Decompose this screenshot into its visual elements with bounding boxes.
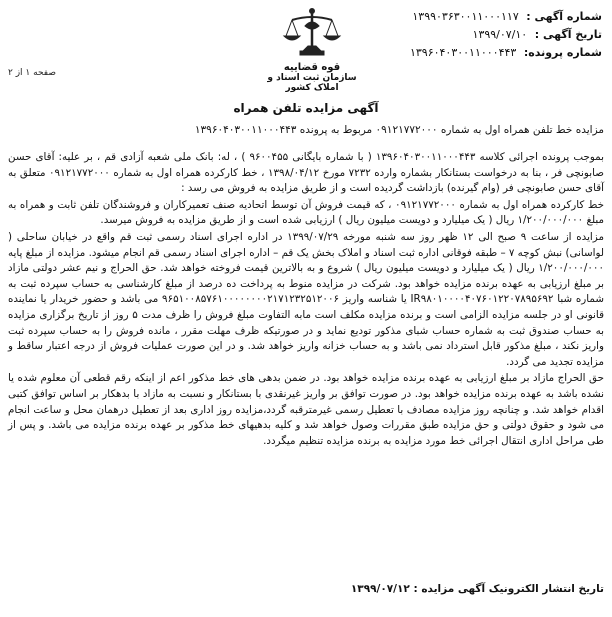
ad-date-row — [392, 26, 602, 44]
ad-number: ۱۳۹۹۰۳۶۳۰۰۱۱۰۰۰۱۱۷ — [412, 10, 519, 23]
document-subtitle: مزایده خط تلفن همراه اول به شماره ۰۹۱۲۱۷۷۲۰۰۰ مربوط به پرونده ۱۳۹۶۰۴۰۳۰۰۱۱۰۰۰۴۴۳ — [194, 124, 604, 136]
ad-date: ۱۳۹۹/۰۷/۱۰ — [472, 28, 528, 41]
scales-of-justice-icon — [282, 6, 342, 60]
case-number-row — [392, 44, 602, 62]
case-number: ۱۳۹۶۰۴۰۳۰۰۱۱۰۰۰۴۴۳ — [409, 46, 517, 59]
paragraph-case-info: بموجب پرونده اجرائی کلاسه ۱۳۹۶۰۴۰۳۰۰۱۱۰۰۰۴۴۳ ( با شماره بایگانی ۹۶۰۰۴۵۵ ) ، له: بانک ملی شعبه آزادی قم ، بر علیه: آقای حسن صابونچی فر ، بنا به درخواست بستانکار بشماره وارده ۷۲۳۲ مورخ ۱۳۹۸/۰۴/۱۲ ، خط کارکرده همراه اول به شماره ۰۹۱۲۱۷۷۲۰۰۰ متعلق به آقای حسن صابونچی فر (وام گیرنده) بازداشت گردیده است و از طریق مزایده به فروش می رسد : — [8, 151, 604, 195]
ad-date-label: تاریخ آگهی : — [534, 28, 602, 41]
judiciary-emblem — [262, 6, 362, 93]
publication-date-label: تاریخ انتشار الکترونیک آگهی مزایده : — [413, 583, 604, 595]
paragraph-valuation: خط کارکرده همراه اول به شماره ۰۹۱۲۱۷۷۲۰۰۰ ، که قیمت فروش آن توسط اتحادیه صنف تعمیرکاران و فروشندگان تلفن ثابت و همراه به مبلغ ۱/۲۰۰/۰۰۰/۰۰۰ ریال ( یک میلیارد و دویست میلیون ریال ) ارزیابی شده است و از طریق مزایده به فروش میرسد. — [8, 198, 604, 227]
org-name-registration: سازمان ثبت اسناد و املاک کشور — [267, 73, 357, 93]
page-number: صفحه ۱ از ۲ — [8, 68, 56, 78]
publication-date: ۱۳۹۹/۰۷/۱۲ — [350, 583, 410, 595]
document-body — [8, 150, 604, 450]
org-name-judiciary: قوه قضاییه — [283, 62, 341, 73]
document-title: آگهی مزایده تلفن همراه — [233, 101, 379, 115]
case-number-label: شماره پرونده: — [523, 46, 602, 59]
ad-number-label: شماره آگهی : — [526, 10, 602, 23]
ad-metadata — [392, 8, 602, 62]
paragraph-auction-terms: مزایده از ساعت ۹ صبح الی ۱۲ ظهر روز سه شنبه مورخه ۱۳۹۹/۰۷/۲۹ در اداره اجرای اسناد رسمی ثبت قم واقع در خیابان ساحلی ( لواسانی) نبش کوچه ۷ – طبقه فوقانی اداره ثبت اسناد و املاک بخش یک قم – اداره اجرای اسناد رسمی قم انجام میشود. مزایده از مبلغ پایه ۱/۲۰۰/۰۰۰/۰۰۰ ریال ( یک میلیارد و دویست میلیون ریال ) شروع و به بالاترین قیمت فروخته خواهد شد. حق الحراج و نیم عشر دولتی مازاد بر مبلغ ارزیابی به عهده برنده مزایده خواهد بود. شرکت در مزایده منوط به پرداخت ده درصد از مبلغ کارشناسی به حساب سپرده ثبت به شماره شبا IR۹۸۰۱۰۰۰۰۴۰۷۶۰۱۲۲۰۷۸۹۵۶۹۲ یا شناسه واریز ۹۶۵۱۰۰۸۵۷۶۱۰۰۰۰۰۰۰۰۲۱۷۱۲۳۲۵۱۲۰۰۶ می باشد و حضور خریدار یا نماینده قانونی او در جلسه مزایده الزامی است و برنده مزایده مکلف است مابه التفاوت مبلغ فروش را ظرف مدت ۵ روز از تاریخ برگزاری مزایده به حساب صندوق ثبت به شماره حساب شبای مذکور تودیع نماید و در صورتیکه ظرف مهلت مقرر ، مانده فروش را به حساب سپرده ثبت واریز نکند ، مبلغ مذکور قابل استرداد نمی باشد و به حساب خزانه واریز خواهد شد. و در این صورت عملیات فروش از درجه اعتبار ساقط و مزایده تجدید می گردد. — [8, 230, 605, 368]
paragraph-conditions: حق الحراج مازاد بر مبلغ ارزیابی به عهده برنده مزایده خواهد بود. در ضمن بدهی های خط مذکور اعم از اینکه رقم قطعی آن معلوم شده یا نشده باشد به عهده برنده مزایده خواهد بود. در صورت توافق بر واریز غیرنقدی با بستانکار و نسبت به مازاد با بدهکار بر اساس توافق کتبی اقدام خواهد شد. و چنانچه روز مزایده مصادف با تعطیل رسمی غیرمترقبه گردد،مزایده روز اداری بعد از تعطیل درهمان محل و ساعت انجام می شود و حقوق دولتی و حق مزایده طبق مقررات وصول خواهد شد و کلیه بدهیهای خط مذکور بر عهده برنده مزایده می باشد. و پس از طی مراحل اداری انتقال اجرائی خط مورد مزایده به برنده مزایده تنظیم میگردد. — [8, 372, 604, 447]
ad-number-row — [392, 8, 602, 26]
publication-date-line — [8, 583, 604, 595]
